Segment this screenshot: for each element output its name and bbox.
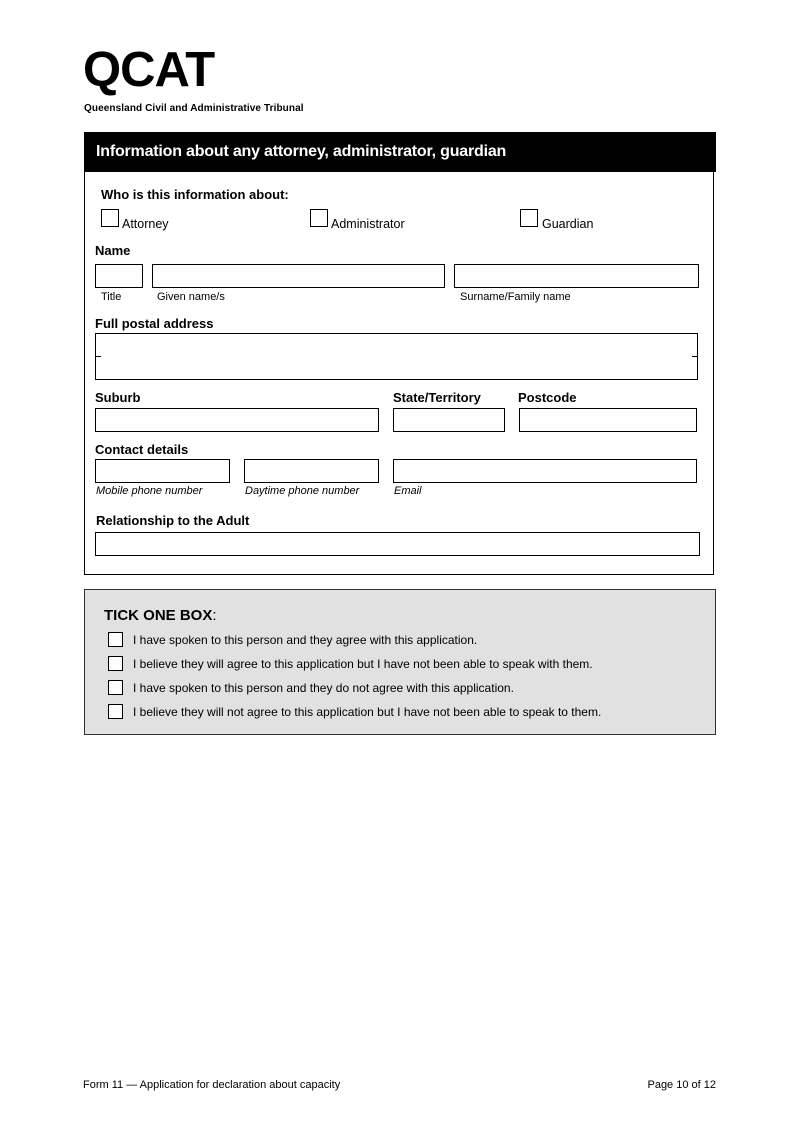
mobile-phone-caption: Mobile phone number bbox=[96, 485, 203, 497]
section-title: Information about any attorney, administrator, guardian bbox=[96, 143, 507, 160]
surname-field[interactable] bbox=[454, 264, 699, 288]
state-label: State/Territory bbox=[393, 390, 481, 405]
given-names-caption: Given name/s bbox=[157, 291, 225, 303]
tick-option-label: I have spoken to this person and they agree with this application. bbox=[133, 633, 478, 647]
administrator-checkbox[interactable] bbox=[310, 209, 328, 227]
guardian-label: Guardian bbox=[542, 217, 594, 231]
qcat-logo: QCAT bbox=[83, 43, 215, 97]
mobile-phone-field[interactable] bbox=[95, 459, 230, 483]
state-field[interactable] bbox=[393, 408, 505, 432]
address-line-divider bbox=[96, 356, 101, 357]
logo-subtitle: Queensland Civil and Administrative Tribunal bbox=[84, 103, 304, 114]
postal-address-field[interactable] bbox=[95, 333, 698, 380]
attorney-label: Attorney bbox=[122, 217, 169, 231]
email-field[interactable] bbox=[393, 459, 697, 483]
postcode-label: Postcode bbox=[518, 390, 577, 405]
name-label: Name bbox=[95, 243, 131, 258]
tick-option-checkbox[interactable] bbox=[108, 656, 123, 671]
title-field[interactable] bbox=[95, 264, 143, 288]
tick-option-label: I believe they will not agree to this application but I have not been able to speak to them. bbox=[133, 705, 602, 719]
tick-title: TICK ONE BOX: bbox=[104, 607, 217, 624]
form-name: Form 11 — Application for declaration about capacity bbox=[83, 1079, 341, 1091]
relationship-label: Relationship to the Adult bbox=[96, 513, 250, 528]
page-number: Page 10 of 12 bbox=[647, 1079, 716, 1091]
tick-option-checkbox[interactable] bbox=[108, 632, 123, 647]
tick-option-checkbox[interactable] bbox=[108, 704, 123, 719]
relationship-field[interactable] bbox=[95, 532, 700, 556]
tick-option-label: I believe they will agree to this application but I have not been able to speak with them. bbox=[133, 657, 593, 671]
contact-label: Contact details bbox=[95, 442, 189, 457]
tick-option-label: I have spoken to this person and they do not agree with this application. bbox=[133, 681, 514, 695]
daytime-phone-field[interactable] bbox=[244, 459, 379, 483]
attorney-checkbox[interactable] bbox=[101, 209, 119, 227]
title-caption: Title bbox=[101, 291, 122, 303]
address-label: Full postal address bbox=[95, 316, 214, 331]
suburb-label: Suburb bbox=[95, 390, 141, 405]
tick-option-checkbox[interactable] bbox=[108, 680, 123, 695]
email-caption: Email bbox=[394, 485, 422, 497]
administrator-label: Administrator bbox=[331, 217, 405, 231]
suburb-field[interactable] bbox=[95, 408, 379, 432]
surname-caption: Surname/Family name bbox=[460, 291, 571, 303]
address-line-divider bbox=[692, 356, 697, 357]
who-label: Who is this information about: bbox=[101, 187, 289, 202]
postcode-field[interactable] bbox=[519, 408, 697, 432]
guardian-checkbox[interactable] bbox=[520, 209, 538, 227]
daytime-phone-caption: Daytime phone number bbox=[245, 485, 360, 497]
given-names-field[interactable] bbox=[152, 264, 445, 288]
